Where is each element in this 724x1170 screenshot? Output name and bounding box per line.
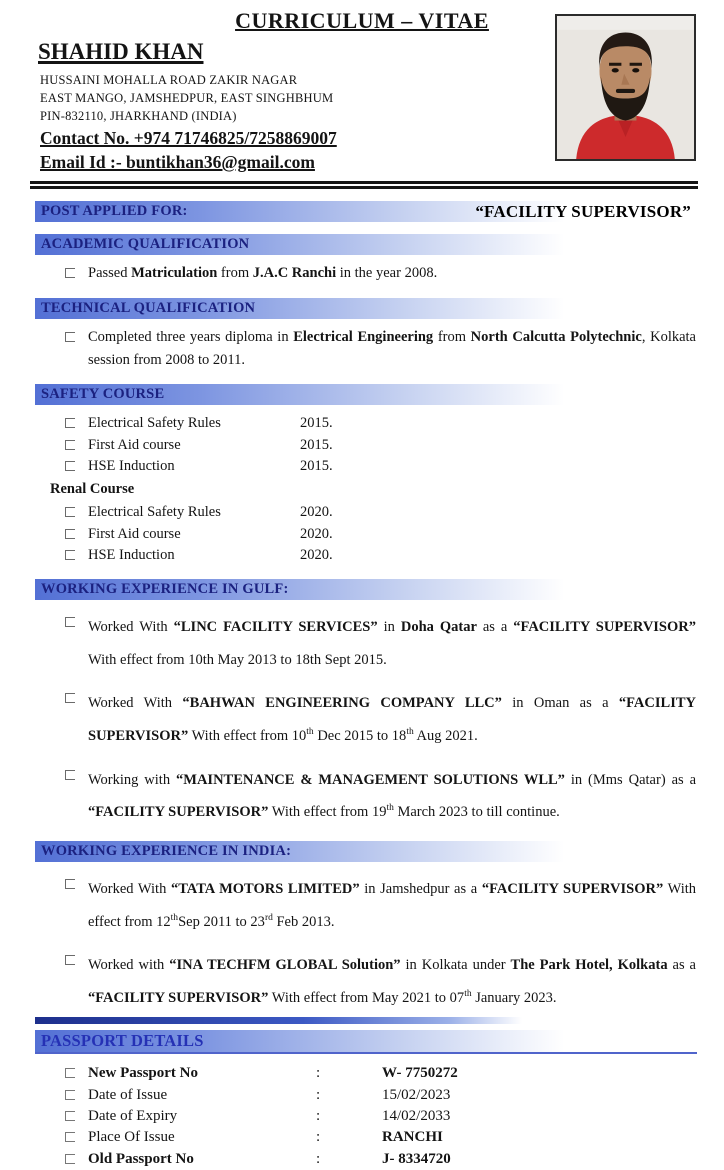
passport-photo: [555, 14, 696, 161]
course-year: 2015.: [300, 414, 333, 431]
address-line: HUSSAINI MOHALLA ROAD ZAKIR NAGAR: [40, 73, 298, 87]
bullet-item: [65, 262, 696, 285]
checkbox-bullet-icon: [65, 332, 75, 342]
passport-field-value: 15/02/2023: [382, 1086, 451, 1103]
passport-field-value: J- 8334720: [382, 1150, 451, 1167]
bullet-item: [65, 326, 696, 372]
safety-course-row: [65, 456, 696, 478]
post-applied-label: POST APPLIED FOR:: [41, 203, 188, 220]
checkbox-bullet-icon: [65, 440, 75, 450]
address-line: PIN-832110, JHARKHAND (INDIA): [40, 109, 237, 124]
checkbox-bullet-icon: [65, 418, 75, 428]
passport-colon: :: [316, 1086, 321, 1103]
bullet-item: [65, 611, 696, 676]
passport-row: [65, 1149, 696, 1170]
section-bar-academic: [35, 234, 697, 255]
bullet-text: Worked With “TATA MOTORS LIMITED” in Jamshedpur as a “FACILITY SUPERVISOR” With effect from 12thSep 2011 to 23rd Feb 2013.: [88, 880, 696, 930]
passport-title: PASSPORT DETAILS: [41, 1031, 204, 1051]
section-bar-safety: [35, 384, 697, 405]
passport-field-value: 14/02/2033: [382, 1108, 451, 1125]
bullet-text: Worked With “BAHWAN ENGINEERING COMPANY LLC” in Oman as a “FACILITY SUPERVISOR” With effect from 10th Dec 2015 to 18th Aug 2021.: [88, 695, 696, 745]
safety-course-row: [65, 524, 696, 546]
email-address: Email Id :- buntikhan36@gmail.com: [40, 152, 315, 173]
checkbox-bullet-icon: [65, 529, 75, 539]
passport-field-label: New Passport No: [88, 1065, 198, 1082]
section-bar-gulf-experience: [35, 579, 697, 600]
checkbox-bullet-icon: [65, 693, 75, 703]
passport-colon: :: [316, 1108, 321, 1125]
checkbox-bullet-icon: [65, 461, 75, 471]
course-name: Electrical Safety Rules: [88, 414, 221, 431]
bullet-item: [65, 873, 696, 938]
checkbox-bullet-icon: [65, 1154, 75, 1164]
course-year: 2015.: [300, 436, 333, 453]
checkbox-bullet-icon: [65, 1090, 75, 1100]
checkbox-bullet-icon: [65, 955, 75, 965]
course-name: HSE Induction: [88, 547, 175, 564]
passport-field-label: Date of Issue: [88, 1086, 168, 1103]
passport-row: [65, 1106, 696, 1127]
safety-course-row: [65, 435, 696, 457]
course-year: 2020.: [300, 503, 333, 520]
section-bar-post-applied: [35, 201, 697, 222]
bullet-text: Passed Matriculation from J.A.C Ranchi in the year 2008.: [88, 265, 438, 282]
checkbox-bullet-icon: [65, 550, 75, 560]
bullet-text: Worked With “LINC FACILITY SERVICES” in Doha Qatar as a “FACILITY SUPERVISOR” With effect from 10th May 2013 to 18th Sept 2015.: [88, 619, 697, 668]
passport-field-label: Old Passport No: [88, 1150, 194, 1167]
checkbox-bullet-icon: [65, 268, 75, 278]
passport-colon: :: [316, 1150, 321, 1167]
passport-row: [65, 1127, 696, 1148]
checkbox-bullet-icon: [65, 1132, 75, 1142]
passport-details-list: [65, 1063, 696, 1169]
header-divider: [30, 181, 698, 189]
safety-course-row: [65, 413, 696, 435]
academic-items: [65, 262, 696, 285]
gulf-title: WORKING EXPERIENCE IN GULF:: [41, 581, 289, 598]
passport-field-value: W- 7750272: [382, 1065, 458, 1082]
course-name: Electrical Safety Rules: [88, 503, 221, 520]
bullet-text: Working with “MAINTENANCE & MANAGEMENT SOLUTIONS WLL” in (Mms Qatar) as a “FACILITY SUPERVISOR” With effect from 19th March 2023 to till continue.: [88, 771, 697, 821]
course-name: First Aid course: [88, 436, 181, 453]
course-name: First Aid course: [88, 525, 181, 542]
technical-items: [65, 326, 696, 372]
address-line: EAST MANGO, JAMSHEDPUR, EAST SINGHBHUM: [40, 91, 334, 106]
safety-list-2020: [65, 502, 696, 567]
person-photo-illustration: [557, 16, 694, 159]
checkbox-bullet-icon: [65, 879, 75, 889]
academic-title: ACADEMIC QUALIFICATION: [41, 236, 250, 253]
checkbox-bullet-icon: [65, 507, 75, 517]
post-applied-value: “FACILITY SUPERVISOR”: [475, 201, 691, 221]
checkbox-bullet-icon: [65, 770, 75, 780]
safety-list-2015: [65, 413, 696, 478]
safety-title: SAFETY COURSE: [41, 385, 165, 402]
course-name: HSE Induction: [88, 458, 175, 475]
bullet-text: Worked with “INA TECHFM GLOBAL Solution” in Kolkata under The Park Hotel, Kolkata as a “FACILITY SUPERVISOR” With effect from May 2021 to 07th January 2023.: [88, 957, 696, 1006]
bullet-item: [65, 949, 696, 1014]
section-bar-technical: [35, 298, 697, 319]
safety-course-row: [65, 545, 696, 567]
passport-field-value: RANCHI: [382, 1129, 443, 1146]
passport-field-label: Place Of Issue: [88, 1129, 175, 1146]
renewal-course-label: Renal Course: [50, 481, 135, 498]
passport-colon: :: [316, 1129, 321, 1146]
section-bar-passport: [35, 1030, 697, 1054]
candidate-name: SHAHID KHAN: [38, 39, 204, 64]
course-year: 2015.: [300, 458, 333, 475]
india-title: WORKING EXPERIENCE IN INDIA:: [41, 842, 292, 859]
passport-row: [65, 1063, 696, 1084]
gulf-experience-items: [65, 611, 696, 829]
passport-field-label: Date of Expiry: [88, 1108, 178, 1125]
contact-number: Contact No. +974 71746825/7258869007: [40, 128, 337, 149]
india-experience-items: [65, 873, 696, 1015]
checkbox-bullet-icon: [65, 617, 75, 627]
safety-course-row: [65, 502, 696, 524]
passport-row: [65, 1085, 696, 1106]
course-year: 2020.: [300, 547, 333, 564]
bullet-item: [65, 687, 696, 752]
course-year: 2020.: [300, 525, 333, 542]
section-bar-india-experience: [35, 841, 697, 862]
checkbox-bullet-icon: [65, 1111, 75, 1121]
bullet-text: Completed three years diploma in Electrical Engineering from North Calcutta Polytechnic, Kolkata session from 2008 to 2011.: [88, 328, 696, 368]
bullet-item: [65, 764, 696, 829]
checkbox-bullet-icon: [65, 1068, 75, 1078]
cut-off-section-bar: [35, 1017, 522, 1024]
page-title: CURRICULUM – VITAE: [235, 8, 489, 33]
passport-colon: :: [316, 1065, 321, 1082]
technical-title: TECHNICAL QUALIFICATION: [41, 299, 256, 316]
